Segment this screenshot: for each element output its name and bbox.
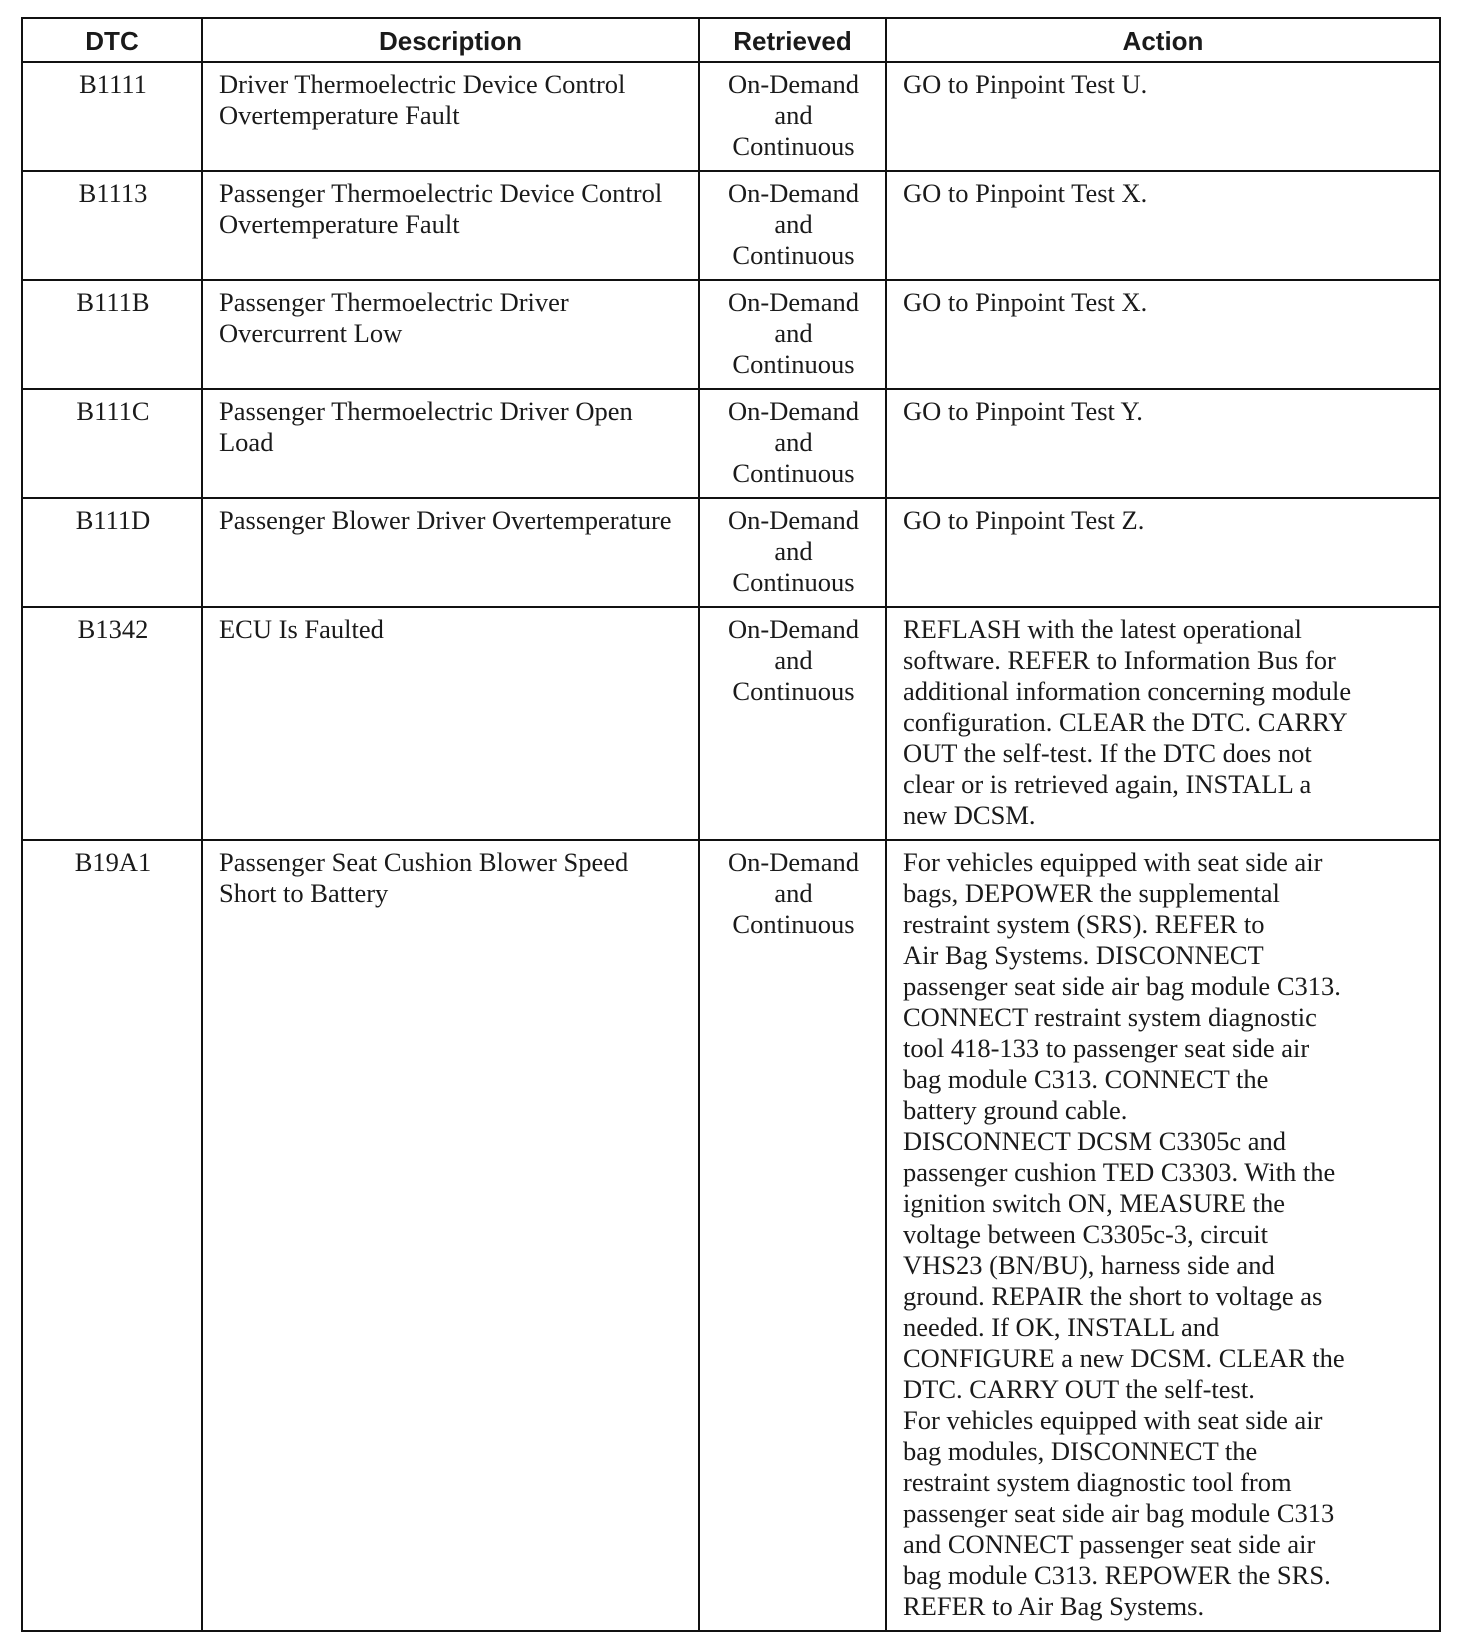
dtc-action: GO to Pinpoint Test X. [886,171,1440,280]
action-line: CONFIGURE a new DCSM. CLEAR the [903,1343,1345,1373]
action-line: software. REFER to Information Bus for [903,645,1336,675]
dtc-description: Passenger Seat Cushion Blower Speed Short to Battery [202,840,699,1631]
action-line: battery ground cable. [903,1095,1128,1125]
dtc-description: Passenger Thermoelectric Device Control Overtemperature Fault [202,171,699,280]
retrieved-line: On-Demand [728,614,859,644]
dtc-table [21,17,1441,1632]
table-row [22,607,1440,840]
dtc-action: GO to Pinpoint Test U. [886,62,1440,171]
action-line: passenger seat side air bag module C313. [903,971,1341,1001]
retrieved-line: Continuous [732,131,855,161]
dtc-description: Passenger Blower Driver Overtemperature [202,498,699,607]
table-row [22,62,1440,171]
action-line: ignition switch ON, MEASURE the [903,1188,1286,1218]
action-line: passenger seat side air bag module C313 [903,1498,1335,1528]
dtc-retrieved [699,389,886,498]
action-line: new DCSM. [903,800,1036,830]
retrieved-line: On-Demand [728,287,859,317]
table-row [22,280,1440,389]
retrieved-line: and [774,318,813,348]
dtc-description: ECU Is Faulted [202,607,699,840]
table-row [22,840,1440,1631]
retrieved-line: Continuous [732,909,855,939]
retrieved-line: Continuous [732,676,855,706]
dtc-retrieved [699,498,886,607]
header-row [22,18,1440,62]
action-line: voltage between C3305c-3, circuit [903,1219,1268,1249]
action-line: additional information concerning module [903,676,1352,706]
dtc-retrieved [699,280,886,389]
retrieved-line: On-Demand [728,505,859,535]
retrieved-line: and [774,536,813,566]
dtc-retrieved [699,607,886,840]
retrieved-line: Continuous [732,567,855,597]
action-line: ground. REPAIR the short to voltage as [903,1281,1323,1311]
retrieved-line: On-Demand [728,69,859,99]
dtc-action: GO to Pinpoint Test Y. [886,389,1440,498]
action-line: configuration. CLEAR the DTC. CARRY [903,707,1348,737]
retrieved-line: and [774,878,813,908]
dtc-description: Passenger Thermoelectric Driver Open Load [202,389,699,498]
header-description: Description [202,18,699,62]
dtc-code: B1111 [22,62,202,171]
action-line: For vehicles equipped with seat side air [903,847,1323,877]
action-line: passenger cushion TED C3303. With the [903,1157,1336,1187]
header-action: Action [886,18,1440,62]
table-row [22,498,1440,607]
action-line: REFLASH with the latest operational [903,614,1302,644]
retrieved-line: Continuous [732,349,855,379]
retrieved-line: and [774,209,813,239]
dtc-code: B1342 [22,607,202,840]
dtc-code: B111D [22,498,202,607]
action-line: Air Bag Systems. DISCONNECT [903,940,1264,970]
table-row [22,389,1440,498]
dtc-code: B19A1 [22,840,202,1631]
header-dtc: DTC [22,18,202,62]
action-line: DTC. CARRY OUT the self-test. [903,1374,1255,1404]
action-line: clear or is retrieved again, INSTALL a [903,769,1312,799]
action-line: restraint system (SRS). REFER to [903,909,1265,939]
action-line: needed. If OK, INSTALL and [903,1312,1220,1342]
action-line: bag modules, DISCONNECT the [903,1436,1258,1466]
action-line: bag module C313. REPOWER the SRS. [903,1560,1331,1590]
retrieved-line: and [774,427,813,457]
dtc-code: B1113 [22,171,202,280]
dtc-retrieved [699,171,886,280]
retrieved-line: and [774,645,813,675]
dtc-code: B111B [22,280,202,389]
dtc-retrieved [699,840,886,1631]
action-line: and CONNECT passenger seat side air [903,1529,1316,1559]
retrieved-line: Continuous [732,240,855,270]
action-line: bag module C313. CONNECT the [903,1064,1269,1094]
action-line: CONNECT restraint system diagnostic [903,1002,1317,1032]
dtc-action: GO to Pinpoint Test X. [886,280,1440,389]
retrieved-line: and [774,100,813,130]
action-line: restraint system diagnostic tool from [903,1467,1292,1497]
action-line: bags, DEPOWER the supplemental [903,878,1280,908]
action-line: REFER to Air Bag Systems. [903,1591,1205,1621]
action-line: For vehicles equipped with seat side air [903,1405,1323,1435]
table-row [22,171,1440,280]
dtc-description: Driver Thermoelectric Device Control Overtemperature Fault [202,62,699,171]
action-line: tool 418-133 to passenger seat side air [903,1033,1310,1063]
retrieved-line: On-Demand [728,847,859,877]
dtc-action: GO to Pinpoint Test Z. [886,498,1440,607]
dtc-description: Passenger Thermoelectric Driver Overcurrent Low [202,280,699,389]
action-line: OUT the self-test. If the DTC does not [903,738,1312,768]
action-line: DISCONNECT DCSM C3305c and [903,1126,1287,1156]
dtc-retrieved [699,62,886,171]
retrieved-line: On-Demand [728,396,859,426]
dtc-action [886,607,1440,840]
dtc-code: B111C [22,389,202,498]
action-line: VHS23 (BN/BU), harness side and [903,1250,1275,1280]
header-retrieved: Retrieved [699,18,886,62]
retrieved-line: On-Demand [728,178,859,208]
retrieved-line: Continuous [732,458,855,488]
dtc-action [886,840,1440,1631]
